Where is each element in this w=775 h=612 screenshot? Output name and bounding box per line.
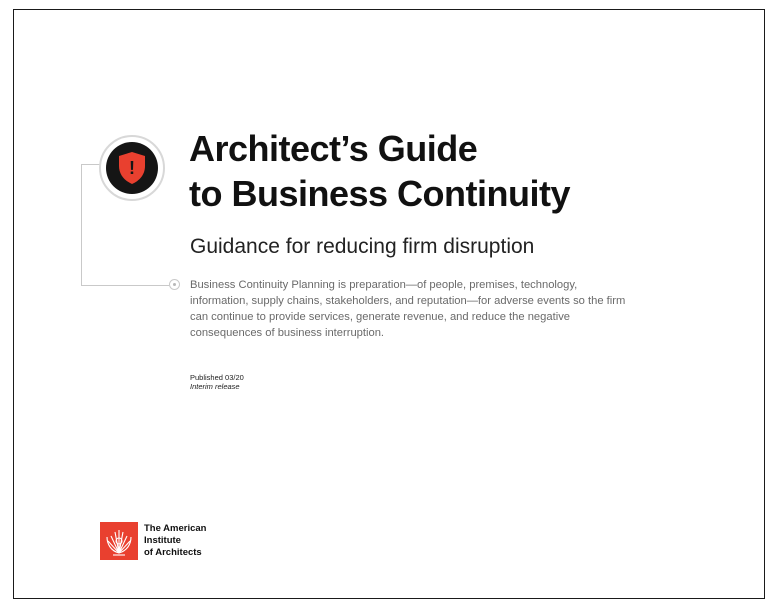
description-paragraph: Business Continuity Planning is preparation—of people, premises, technology, information, supply chains, stakeholders, and reputation—for adverse events so the firm can continue to provide services, generate revenue, and reduce the negative consequences of business interruption.	[190, 279, 626, 339]
release-label: Interim release	[190, 382, 240, 391]
publication-info	[190, 373, 244, 391]
connector-line-vertical	[81, 164, 82, 286]
shield-alert-icon	[118, 151, 146, 185]
page-subtitle: Guidance for reducing firm disruption	[190, 235, 535, 258]
aia-logo-icon	[100, 522, 138, 560]
connector-line-bottom	[81, 285, 169, 286]
published-date: Published 03/20	[190, 373, 244, 382]
badge-exclamation: !	[129, 158, 135, 178]
org-line-1: The American	[144, 523, 207, 534]
organization-name	[144, 523, 206, 559]
org-line-2: Institute	[144, 535, 181, 546]
connector-line-top	[81, 164, 101, 165]
warning-badge	[99, 135, 165, 201]
document-page	[13, 9, 765, 599]
page-title	[189, 126, 659, 216]
org-line-3: of Architects	[144, 547, 202, 558]
connector-node-icon	[169, 279, 180, 290]
title-line-1: Architect’s Guide	[189, 128, 478, 169]
badge-circle	[106, 142, 158, 194]
title-line-2: to Business Continuity	[189, 173, 571, 214]
